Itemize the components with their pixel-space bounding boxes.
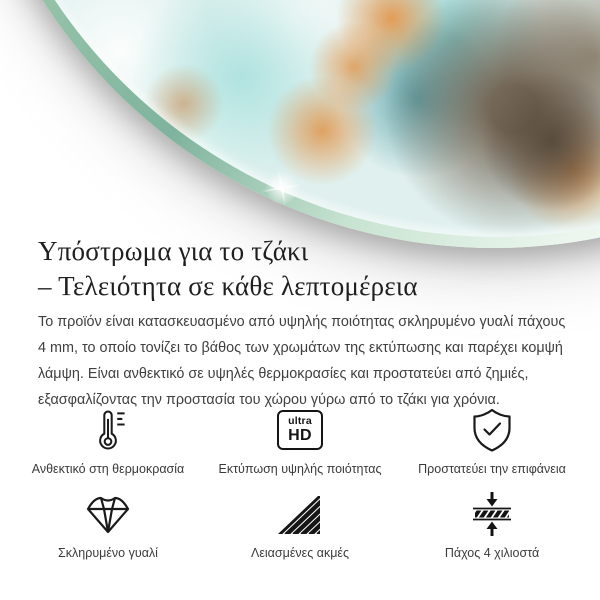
polished-edges-icon (278, 490, 322, 538)
feature-polished-edges (204, 490, 396, 560)
feature-print-quality (204, 406, 396, 476)
feature-tempered-glass (12, 490, 204, 560)
ultra-hd-icon (277, 406, 323, 454)
feature-label: Εκτύπωση υψηλής ποιότητας (218, 462, 382, 476)
feature-label: Σκληρυμένο γυαλί (58, 546, 158, 560)
page-title-line2: – Τελειότητα σε κάθε λεπτομέρεια (38, 271, 418, 301)
thermometer-icon (90, 406, 126, 454)
page-title (38, 234, 578, 304)
shield-check-icon (470, 406, 514, 454)
feature-temperature (12, 406, 204, 476)
ultra-hd-text-top: ultra (288, 415, 312, 428)
feature-grid (12, 406, 588, 560)
feature-label: Πάχος 4 χιλιοστά (444, 546, 540, 560)
feature-label: Ανθεκτικό στη θερμοκρασία (31, 462, 185, 476)
sparkle-glint-icon (257, 163, 308, 214)
diamond-icon (84, 490, 132, 538)
feature-label: Λειασμένες ακμές (250, 546, 349, 560)
product-description: Το προϊόν είναι κατασκευασμένο από υψηλής ποιότητας σκληρυμένο γυαλί πάχους 4 mm, το οποίο τονίζει το βάθος των χρωμάτων της εκτύπωσης και παρέχει κομψή λάμψη. Είναι ανθεκτικό σε υψηλές θερμοκρασίες και προστατεύει από ζημιές, εξασφαλίζοντας την προστασία του χώρου γύρω από το τζάκι για χρόνια. (38, 314, 566, 408)
feature-thickness (396, 490, 588, 560)
thickness-icon (470, 490, 514, 538)
page-title-line1: Υπόστρωμα για το τζάκι (38, 236, 309, 266)
feature-label: Προστατεύει την επιφάνεια (418, 462, 566, 476)
ultra-hd-text-bottom: HD (288, 426, 312, 444)
feature-surface-protection (396, 406, 588, 476)
